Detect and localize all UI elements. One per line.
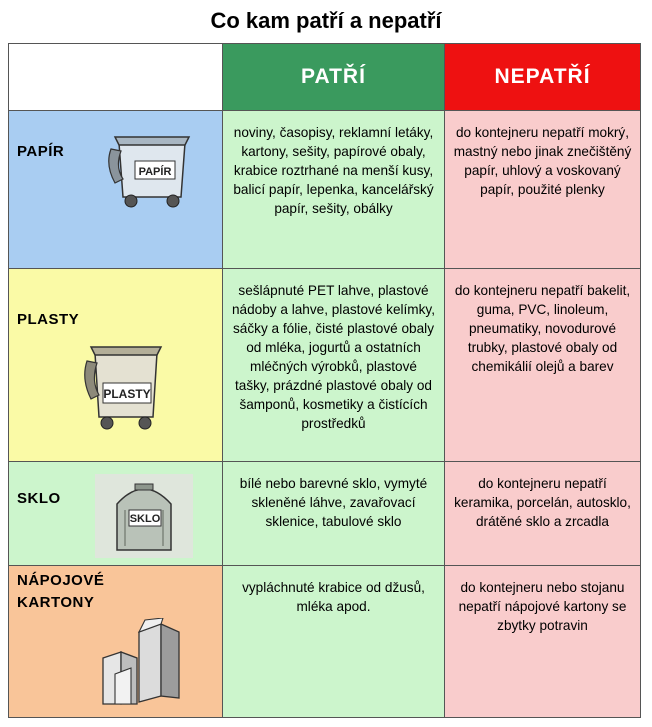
category-cell-glass <box>9 462 223 566</box>
belongs-cell-plastics <box>223 269 445 462</box>
not-belongs-text-plastics: do kontejneru nepatří bakelit, guma, PVC, linoleum, pneumatiky, novodurové trubky, plastové obaly od chemikálií olejů a barev <box>454 283 631 374</box>
header-blank-cell <box>9 44 223 111</box>
not-belongs-cell-glass <box>445 462 641 566</box>
page-title: Co kam patří a nepatří <box>210 8 442 33</box>
not-belongs-cell-paper <box>445 111 641 269</box>
table-row-plastics <box>9 269 641 462</box>
header-row <box>9 44 641 111</box>
category-cell-cartons <box>9 566 223 718</box>
category-cell-plastics <box>9 269 223 462</box>
paper-bin-label: PAPÍR <box>138 166 172 178</box>
belongs-cell-cartons <box>223 566 445 718</box>
not-belongs-cell-cartons <box>445 566 641 718</box>
belongs-text-plastics: sešlápnuté PET lahve, plastové nádoby a lahve, plastové kelímky, sáčky a fólie, čisté plastové obaly od mléka, jogurtů a ostatních mléčných výrobků, plastové tašky, prázdné plastové obaly od šamponů, kosmetiky a čistících prostředků <box>231 283 435 431</box>
header-belongs: PATŘÍ <box>223 44 445 111</box>
glass-bin-icon <box>95 474 193 558</box>
table-row-glass <box>9 462 641 566</box>
belongs-text-glass: bílé nebo barevné sklo, vymyté skleněné láhve, zavařovací sklenice, tabulové sklo <box>239 476 428 529</box>
category-label-plastics: PLASTY <box>17 311 80 328</box>
category-cell-paper <box>9 111 223 269</box>
not-belongs-text-glass: do kontejneru nepatří keramika, porcelán, autosklo, drátěné sklo a zrcadla <box>454 476 631 529</box>
category-label-cartons-line1: NÁPOJOVÉ <box>17 572 105 589</box>
category-label-cartons <box>17 570 104 614</box>
plastic-bin-label: PLASTY <box>103 387 151 401</box>
belongs-cell-glass <box>223 462 445 566</box>
header-not-belongs: NEPATŘÍ <box>445 44 641 111</box>
belongs-cell-paper <box>223 111 445 269</box>
category-label-paper: PAPÍR <box>17 143 65 160</box>
not-belongs-text-paper: do kontejneru nepatří mokrý, mastný nebo jinak znečištěný papír, uhlový a voskovaný papír, použité plenky <box>453 125 632 197</box>
not-belongs-text-cartons: do kontejneru nebo stojanu nepatří nápojové kartony se zbytky potravin <box>458 580 627 633</box>
paper-bin-icon <box>105 129 197 213</box>
category-label-cartons-line2: KARTONY <box>17 594 95 611</box>
carton-icon <box>91 618 191 710</box>
not-belongs-cell-plastics <box>445 269 641 462</box>
sorting-table <box>8 43 641 718</box>
plastic-bin-icon <box>81 339 167 435</box>
table-row-cartons <box>9 566 641 718</box>
belongs-text-cartons: vypláchnuté krabice od džusů, mléka apod. <box>242 580 425 614</box>
glass-bin-label: SKLO <box>129 513 161 525</box>
category-label-glass: SKLO <box>17 490 61 507</box>
belongs-text-paper: noviny, časopisy, reklamní letáky, kartony, sešity, papírové obaly, krabice roztrhané na menší kusy, balicí papír, lepenka, kancelářský papír, sešity, obálky <box>233 125 434 216</box>
table-row-paper <box>9 111 641 269</box>
